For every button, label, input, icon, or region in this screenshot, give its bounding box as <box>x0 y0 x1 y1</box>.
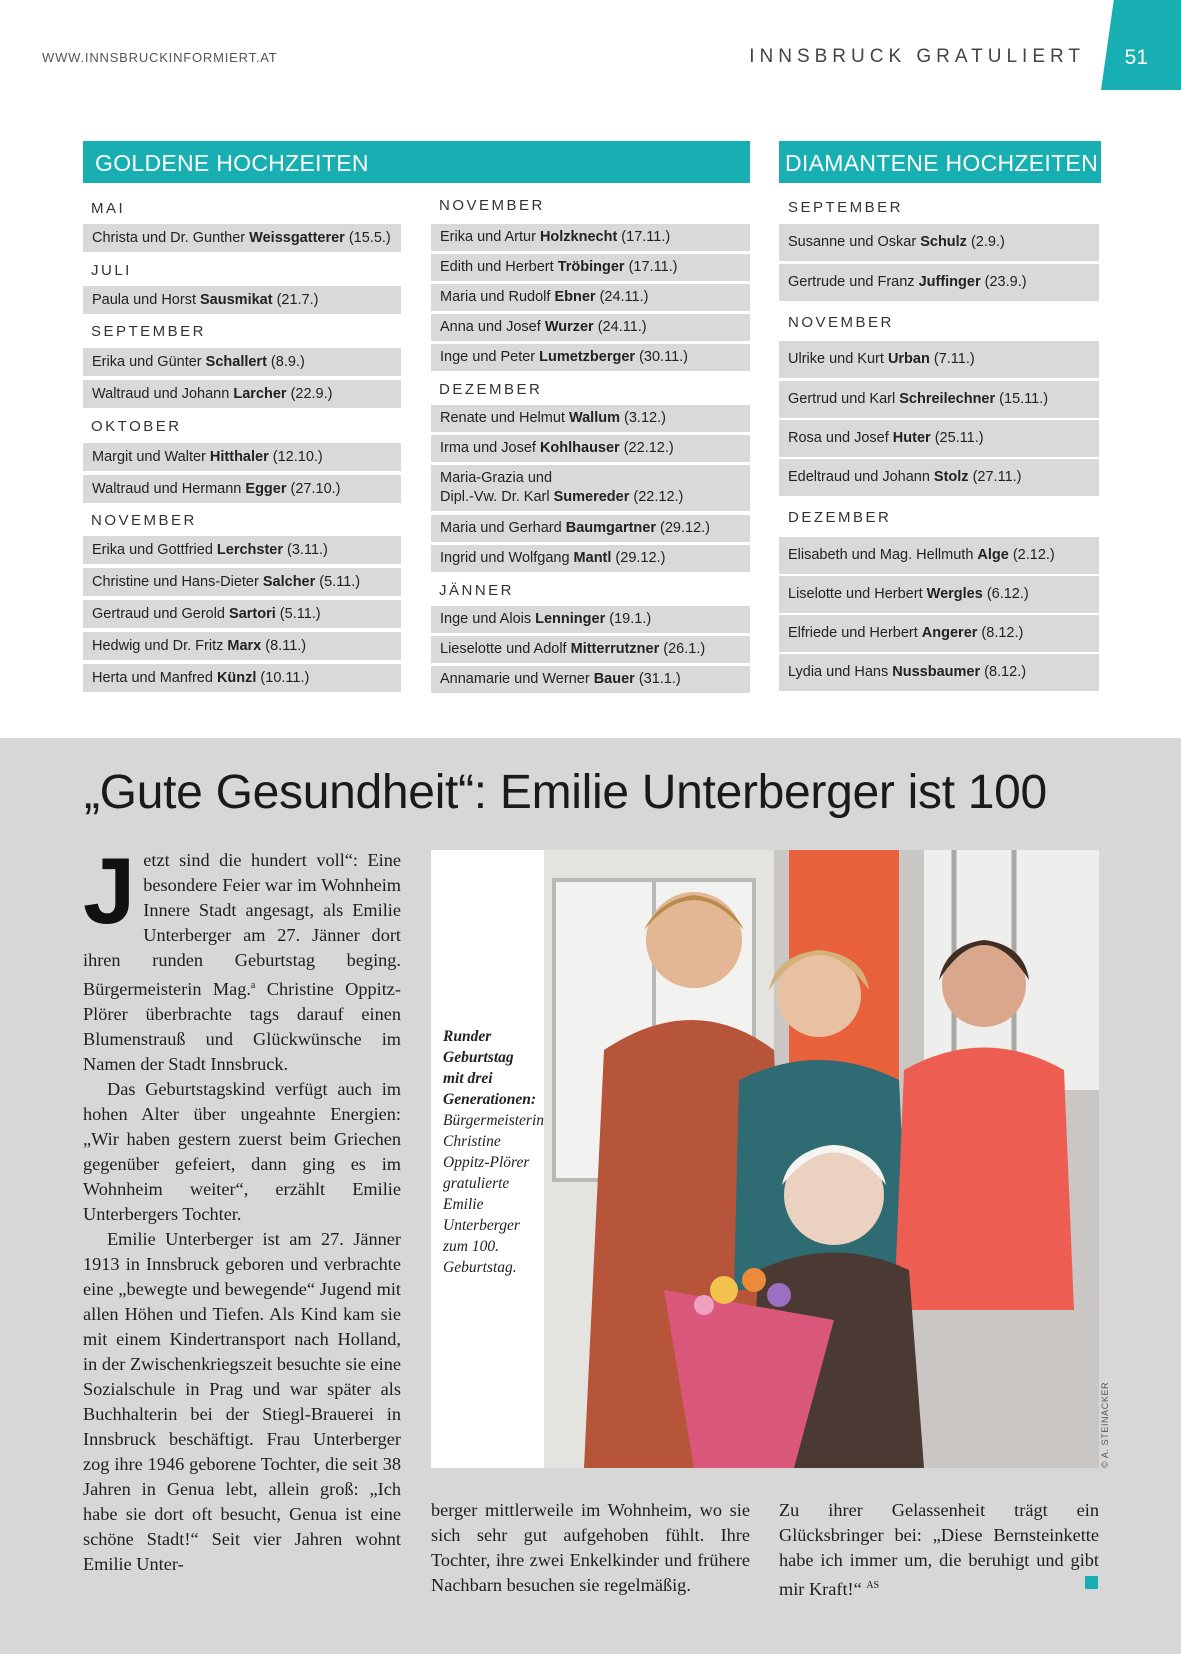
page-number-tab <box>1101 0 1181 90</box>
month-label: NOVEMBER <box>91 512 197 529</box>
article-column-2: berger mittlerweile im Wohnheim, wo sie sich sehr gut aufgehoben fühlt. Ihre Tochter, ihre zwei Enkelkinder und frühere Nachbarn besuchen sie regelmäßig. <box>431 1500 750 1595</box>
month-label: OKTOBER <box>91 418 182 435</box>
list-item: Waltraud und Johann Larcher (22.9.) <box>83 380 401 408</box>
site-url[interactable]: WWW.INNSBRUCKINFORMIERT.AT <box>42 50 278 65</box>
list-item: Elisabeth und Mag. Hellmuth Alge (2.12.) <box>779 537 1099 574</box>
list-item: Edeltraud und Johann Stolz (27.11.) <box>779 459 1099 496</box>
list-item: Erika und Artur Holzknecht (17.11.) <box>431 224 750 251</box>
list-item: Edith und Herbert Tröbinger (17.11.) <box>431 254 750 281</box>
list-item: Annamarie und Werner Bauer (31.1.) <box>431 666 750 693</box>
goldene-hochzeiten-heading: GOLDENE HOCHZEITEN <box>83 141 750 183</box>
list-item: Lydia und Hans Nussbaumer (8.12.) <box>779 654 1099 691</box>
list-item: Gertrud und Karl Schreilechner (15.11.) <box>779 381 1099 418</box>
section-title: INNSBRUCK GRATULIERT <box>749 46 1085 67</box>
photo-illustration <box>544 850 1099 1468</box>
article-headline: „Gute Gesundheit“: Emilie Unterberger ist 100 <box>84 766 1047 819</box>
list-item: Herta und Manfred Künzl (10.11.) <box>83 664 401 692</box>
page-number: 51 <box>1124 46 1148 69</box>
month-label: MAI <box>91 200 126 217</box>
end-of-article-mark <box>1085 1576 1098 1589</box>
list-item: Margit und Walter Hitthaler (12.10.) <box>83 443 401 471</box>
list-item: Inge und Alois Lenninger (19.1.) <box>431 606 750 633</box>
article-column-3: Zu ihrer Gelassenheit trägt ein Glücksbringer bei: „Diese Bernsteinkette habe ich immer um, die beruhigt und gibt mir Kraft!“ $^{AS}$ <box>779 1500 1099 1600</box>
month-label: DEZEMBER <box>788 509 892 526</box>
photo-caption: Runder Geburtstag mit drei Generationen: Bürgermeisterin Christine Oppitz-Plörer gratulierte Emilie Unterberger zum 100. Geburtstag. <box>443 1028 545 1276</box>
month-label: DEZEMBER <box>439 381 543 398</box>
list-item: Irma und Josef Kohlhauser (22.12.) <box>431 435 750 462</box>
month-label: SEPTEMBER <box>91 323 207 340</box>
list-item: Renate und Helmut Wallum (3.12.) <box>431 405 750 432</box>
article-column-1: Jetzt sind die hundert voll“: Eine besondere Feier war im Wohnheim Innere Stadt angesagt, als Emilie Unterberger am 27. Jänner dort ihren runden Geburtstag beging. Bürgermeisterin Mag.$^a$ Christine Oppitz-Plörer überbrachte tags darauf einen Blumenstrauß und Glückwünsche im Namen der Stadt Innsbruck. Das Geburtstagskind verfügt auch im hohen Alter über ungeahnte Energien: „Wir haben gestern zuerst beim Griechen gegenüber gefeiert, dann ging es im Wohnheim weiter“, erzählt Emilie Unterbergers Tochter. Emilie Unterberger ist am 27. Jänner 1913 in Innsbruck geboren und verbrachte eine „bewegte und bewegende“ Jugend mit allen Höhen und Tiefen. Als Kind kam sie mit einem Kindertransport nach Holland, in der Zwischenkriegszeit besuchte sie eine Sozialschule in Prag und war später als Buchhalterin bei der Stiegl-Brauerei in Innsbruck beschäftigt. Frau Unterberger zog ihre 1946 geborene Tochter, die seit 38 Jahren in Genua lebt, allein groß: „Ich habe sie dort oft besucht, Genua ist eine schöne Stadt!“ Seit vier Jahren wohnt Emilie Unter- <box>83 838 401 1575</box>
list-item: Erika und Gottfried Lerchster (3.11.) <box>83 536 401 564</box>
list-item: Lieselotte und Adolf Mitterrutzner (26.1.) <box>431 636 750 663</box>
list-item: Christine und Hans-Dieter Salcher (5.11.) <box>83 568 401 596</box>
list-item: Elfriede und Herbert Angerer (8.12.) <box>779 615 1099 652</box>
month-label: NOVEMBER <box>788 314 894 331</box>
list-item: Anna und Josef Wurzer (24.11.) <box>431 314 750 341</box>
list-item: Erika und Günter Schallert (8.9.) <box>83 348 401 376</box>
list-item: Susanne und Oskar Schulz (2.9.) <box>779 224 1099 261</box>
list-item: Liselotte und Herbert Wergles (6.12.) <box>779 576 1099 613</box>
list-item: Hedwig und Dr. Fritz Marx (8.11.) <box>83 632 401 660</box>
drop-cap: J <box>83 838 136 943</box>
list-item: Inge und Peter Lumetzberger (30.11.) <box>431 344 750 371</box>
list-item: Waltraud und Hermann Egger (27.10.) <box>83 475 401 503</box>
photo-credit: © A. STEINACKER <box>1100 1381 1110 1468</box>
list-item: Rosa und Josef Huter (25.11.) <box>779 420 1099 457</box>
diamantene-hochzeiten-heading: DIAMANTENE HOCHZEITEN <box>779 141 1101 183</box>
list-item: Ingrid und Wolfgang Mantl (29.12.) <box>431 545 750 572</box>
list-item: Ulrike und Kurt Urban (7.11.) <box>779 341 1099 378</box>
list-item: Maria-Grazia und Dipl.-Vw. Dr. Karl Sumereder (22.12.) <box>431 465 750 511</box>
list-item: Maria und Gerhard Baumgartner (29.12.) <box>431 515 750 542</box>
list-item: Christa und Dr. Gunther Weissgatterer (15.5.) <box>83 224 401 252</box>
author-initials: AS <box>866 1580 880 1591</box>
article-photo <box>544 850 1099 1468</box>
list-item: Gertrude und Franz Juffinger (23.9.) <box>779 264 1099 301</box>
month-label: JÄNNER <box>439 582 515 599</box>
month-label: NOVEMBER <box>439 197 545 214</box>
list-item: Paula und Horst Sausmikat (21.7.) <box>83 286 401 314</box>
list-item: Gertraud und Gerold Sartori (5.11.) <box>83 600 401 628</box>
month-label: JULI <box>91 262 132 279</box>
month-label: SEPTEMBER <box>788 199 904 216</box>
list-item: Maria und Rudolf Ebner (24.11.) <box>431 284 750 311</box>
